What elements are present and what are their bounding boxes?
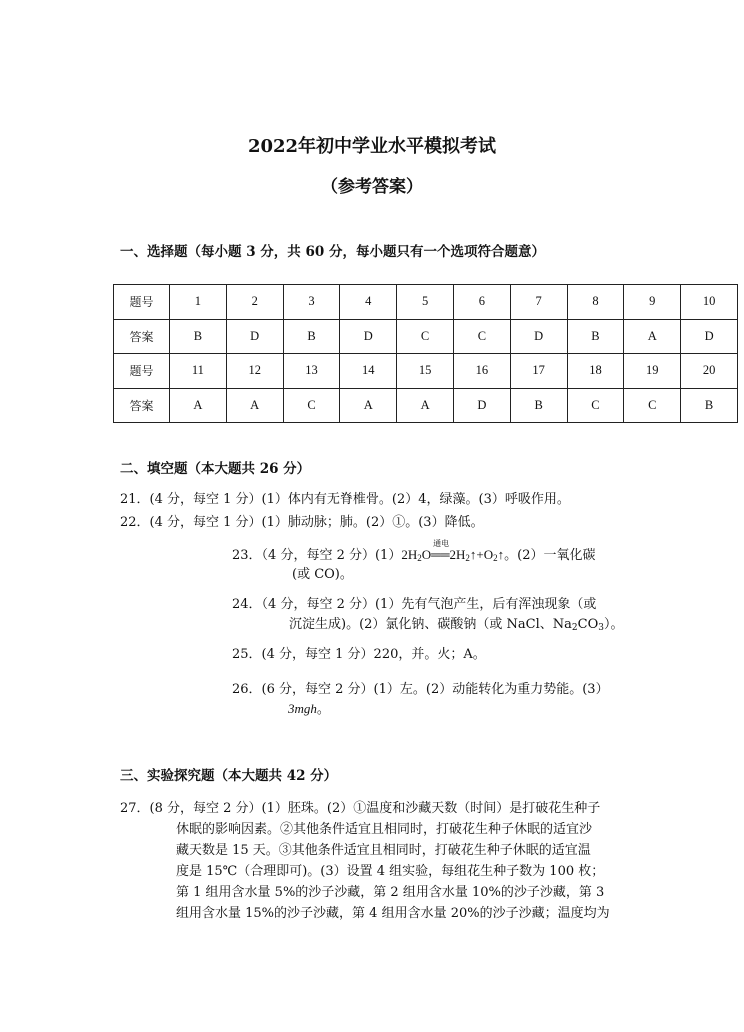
table-cell: 14	[340, 354, 397, 389]
table-cell: C	[397, 319, 454, 354]
answer-table	[113, 284, 738, 423]
table-cell: D	[453, 388, 510, 423]
answer-q22: 22．(4 分，每空 1 分）(1）肺动脉；肺。(2）①。(3）降低。	[120, 515, 484, 530]
answer-q24-line2: 沉淀生成)。(2）氯化钠、碳酸钠（或 NaCl、$Na_2CO_3$）。	[289, 617, 624, 633]
table-cell: B	[567, 319, 624, 354]
table-cell: D	[510, 319, 567, 354]
table-cell: 17	[510, 354, 567, 389]
table-cell: C	[624, 388, 681, 423]
table-cell: C	[453, 319, 510, 354]
table-cell: D	[681, 319, 738, 354]
table-cell: A	[226, 388, 283, 423]
table-cell: C	[283, 388, 340, 423]
answer-q27-line: 组用含水量 15%的沙子沙藏，第 4 组用含水量 20%的沙子沙藏；温度均为	[176, 906, 610, 921]
answer-q24-line1: 24．（4 分，每空 2 分）(1）先有气泡产生，后有浑浊现象（或	[232, 597, 597, 612]
table-cell: 2	[226, 285, 283, 320]
answer-q27-line: 第 1 组用含水量 5%的沙子沙藏，第 2 组用含水量 10%的沙子沙藏，第 3	[176, 885, 605, 900]
table-cell: 19	[624, 354, 681, 389]
table-cell: 5	[397, 285, 454, 320]
table-cell: B	[283, 319, 340, 354]
row-label-answer: 答案	[114, 388, 170, 423]
table-row	[114, 319, 738, 354]
table-cell: C	[567, 388, 624, 423]
table-cell: 4	[340, 285, 397, 320]
answer-q27-line: 藏天数是 15 天。③其他条件适宜且相同时，打破花生种子休眠的适宜温	[176, 843, 591, 858]
answer-q23-line1: 23．（4 分，每空 2 分）$(1)2H_2O$ 通电 $══2H_2↑+O_2↑$。(2）一氧化碳	[232, 539, 596, 563]
answer-q23-line2: (或 CO)。	[292, 567, 353, 582]
answer-q27-line: 休眠的影响因素。②其他条件适宜且相同时，打破花生种子休眠的适宜沙	[176, 822, 593, 837]
table-cell: D	[226, 319, 283, 354]
table-cell: B	[681, 388, 738, 423]
table-cell: A	[624, 319, 681, 354]
table-cell: 11	[170, 354, 227, 389]
section1-heading: 一、选择题（每小题 3 分，共 60 分，每小题只有一个选项符合题意）	[120, 244, 545, 260]
table-cell: 18	[567, 354, 624, 389]
table-cell: 13	[283, 354, 340, 389]
table-cell: 1	[170, 285, 227, 320]
row-label-answer: 答案	[114, 319, 170, 354]
table-cell: 9	[624, 285, 681, 320]
table-row	[114, 354, 738, 389]
table-cell: 6	[453, 285, 510, 320]
table-cell: 16	[453, 354, 510, 389]
answer-q21: 21．(4 分，每空 1 分）(1）体内有无脊椎骨。(2）4，绿藻。(3）呼吸作用。	[120, 492, 570, 507]
table-row	[114, 285, 738, 320]
q23-prefix: 23．（4 分，每空 2 分）(1）	[232, 548, 402, 563]
table-cell: A	[170, 388, 227, 423]
reaction-condition: 通电	[433, 539, 450, 548]
table-row	[114, 388, 738, 423]
answer-q26-line1: 26．(6 分，每空 2 分）(1）左。(2）动能转化为重力势能。(3）	[232, 682, 609, 697]
answer-q26-line2: 3mgh。	[288, 701, 330, 717]
table-cell: 8	[567, 285, 624, 320]
answer-q25: 25．(4 分，每空 1 分）220，并。火；A。	[232, 647, 486, 662]
table-cell: 20	[681, 354, 738, 389]
table-cell: 12	[226, 354, 283, 389]
table-cell: D	[340, 319, 397, 354]
table-cell: 7	[510, 285, 567, 320]
table-cell: 15	[397, 354, 454, 389]
page-subtitle: （参考答案）	[321, 177, 423, 197]
answer-q27-line: 度是 15℃（合理即可)。(3）设置 4 组实验，每组花生种子数为 100 枚；	[176, 864, 605, 879]
row-label-question: 题号	[114, 285, 170, 320]
section3-heading: 三、实验探究题（本大题共 42 分）	[120, 768, 338, 784]
table-cell: 3	[283, 285, 340, 320]
table-cell: B	[170, 319, 227, 354]
table-cell: 10	[681, 285, 738, 320]
table-cell: A	[340, 388, 397, 423]
q23-equation: $2H_2O$ 通电 $══2H_2↑+O_2↑$。	[401, 539, 518, 563]
answer-q27-line: 27．(8 分，每空 2 分）(1）胚珠。(2）①温度和沙藏天数（时间）是打破花生种子	[120, 801, 601, 816]
row-label-question: 题号	[114, 354, 170, 389]
page-title: 2022年初中学业水平模拟考试	[247, 136, 497, 157]
section2-heading: 二、填空题（本大题共 26 分）	[120, 461, 311, 477]
table-cell: B	[510, 388, 567, 423]
table-cell: A	[397, 388, 454, 423]
